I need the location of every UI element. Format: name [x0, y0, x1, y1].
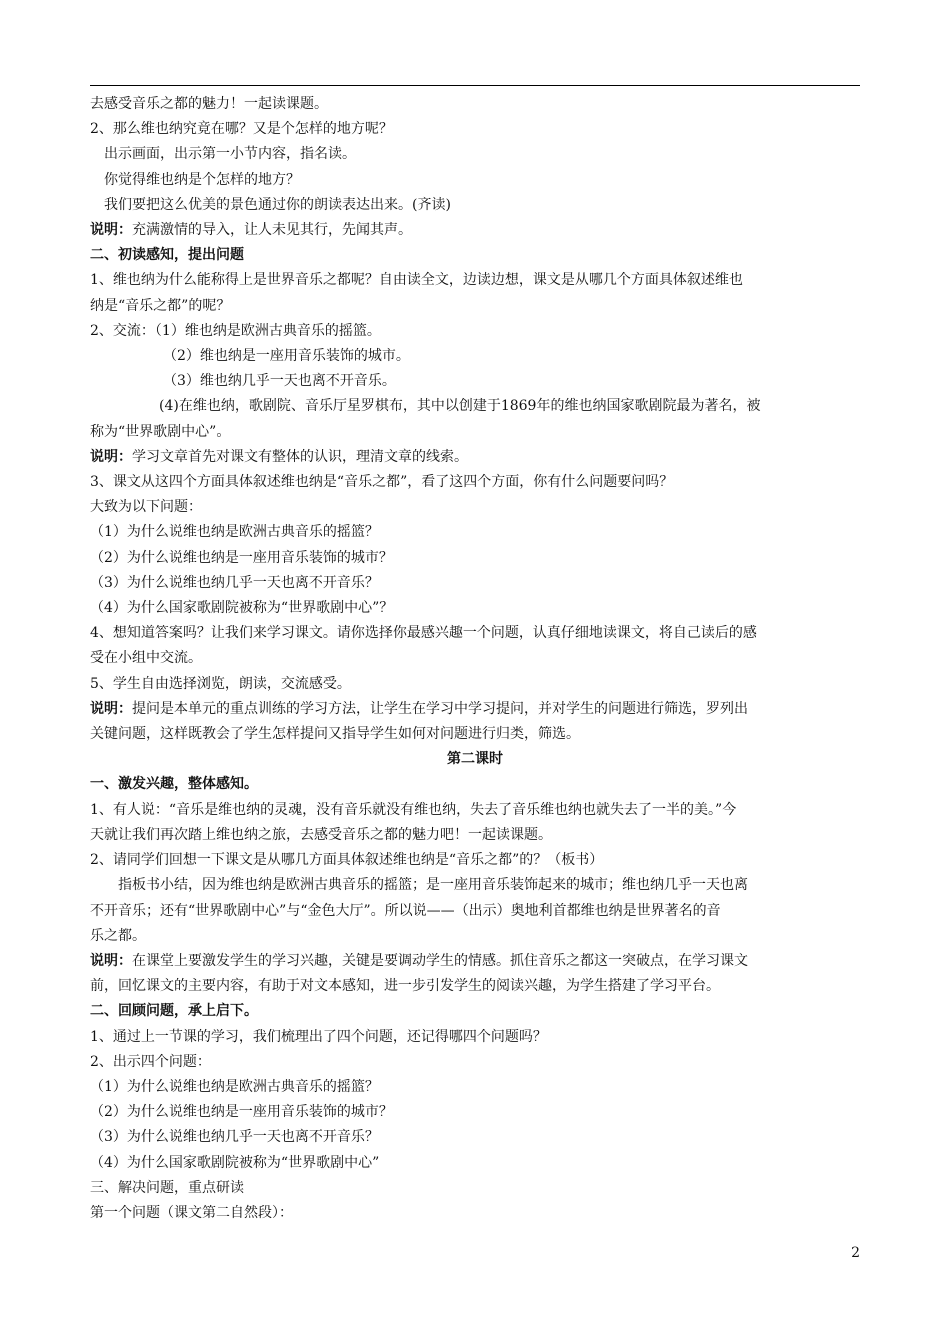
text-line [90, 1050, 860, 1075]
line-text: 充满激情的导入，让人未见其行，先闻其声。 [132, 222, 412, 239]
note-label: 说明： [90, 222, 132, 239]
text-line [90, 168, 860, 193]
text-line [90, 344, 860, 369]
line-text: 三、解决问题，重点研读 [90, 1179, 244, 1196]
section-heading [90, 747, 860, 772]
text-line [90, 520, 860, 545]
line-text: （3）为什么说维也纳几乎一天也离不开音乐？ [90, 1129, 379, 1146]
line-text: 乐之都。 [90, 927, 146, 944]
text-line [90, 1201, 860, 1226]
line-text: 大致为以下问题： [90, 499, 202, 516]
text-line [90, 369, 860, 394]
line-text: 二、回顾问题，承上启下。 [90, 1003, 258, 1020]
subsection-heading [90, 999, 860, 1024]
text-line [90, 394, 860, 419]
line-text: 第一个问题（课文第二自然段）： [90, 1204, 293, 1221]
line-text: 指板书小结，因为维也纳是欧洲古典音乐的摇篮；是一座用音乐装饰起来的城市；维也纳几乎一天也离 [118, 877, 748, 894]
note-label: 说明： [90, 952, 132, 969]
line-text: 第二课时 [447, 751, 503, 768]
note-label: 说明： [90, 700, 132, 717]
line-text: 纳是“音乐之都”的呢？ [90, 297, 231, 314]
line-text: （3）维也纳几乎一天也离不开音乐。 [163, 373, 396, 390]
line-text: 2、那么维也纳究竟在哪？又是个怎样的地方呢？ [90, 121, 393, 138]
text-line [90, 268, 860, 293]
subsection-heading [90, 772, 860, 797]
text-line [90, 621, 860, 646]
line-text: （3）为什么说维也纳几乎一天也离不开音乐？ [90, 574, 379, 591]
text-line [90, 823, 860, 848]
text-line [90, 899, 860, 924]
text-line [90, 1176, 860, 1201]
line-text: 受在小组中交流。 [90, 650, 202, 667]
text-line [90, 949, 860, 974]
text-line [90, 924, 860, 949]
line-text: 学习文章首先对课文有整体的认识，理清文章的线索。 [132, 448, 468, 465]
text-line [90, 596, 860, 621]
text-line [90, 546, 860, 571]
line-text: （1）为什么说维也纳是欧洲古典音乐的摇篮？ [90, 1078, 379, 1095]
line-text: 去感受音乐之都的魅力！一起读课题。 [90, 96, 328, 112]
document-body [90, 92, 860, 1226]
line-text: 在课堂上要激发学生的学习兴趣，关键是要调动学生的情感。抓住音乐之都这一突破点，在学习课文 [132, 952, 748, 969]
text-line [90, 470, 860, 495]
page-number: 2 [851, 1245, 860, 1261]
line-text: 1、通过上一节课的学习，我们梳理出了四个问题，还记得哪四个问题吗？ [90, 1028, 547, 1045]
text-line [90, 697, 860, 722]
line-text: （2）维也纳是一座用音乐装饰的城市。 [163, 348, 410, 365]
text-line [90, 495, 860, 520]
text-line [90, 1025, 860, 1050]
line-text: 天就让我们再次踏上维也纳之旅，去感受音乐之都的魅力吧！一起读课题。 [90, 826, 552, 843]
line-text: 提问是本单元的重点训练的学习方法，让学生在学习中学习提问，并对学生的问题进行筛选，罗列出 [132, 700, 748, 717]
text-line [90, 646, 860, 671]
line-text: 出示画面，出示第一小节内容，指名读。 [104, 146, 356, 163]
text-line [90, 445, 860, 470]
line-text: 称为“世界歌剧中心”。 [90, 423, 231, 440]
text-line [90, 142, 860, 167]
line-text: 2、请同学们回想一下课文是从哪几方面具体叙述维也纳是“音乐之都”的？（板书） [90, 852, 604, 869]
line-text: （1）为什么说维也纳是欧洲古典音乐的摇篮？ [90, 524, 379, 541]
line-text: 你觉得维也纳是个怎样的地方？ [104, 171, 300, 188]
text-line [90, 848, 860, 873]
text-line [90, 319, 860, 344]
text-line [90, 1125, 860, 1150]
line-text: 4、想知道答案吗？让我们来学习课文。请你选择你最感兴趣一个问题，认真仔细地读课文，将自己读后的感 [90, 625, 757, 642]
text-line [90, 117, 860, 142]
text-line [90, 1151, 860, 1176]
text-line [90, 193, 860, 218]
text-line [90, 571, 860, 596]
text-line [90, 1100, 860, 1125]
text-line [90, 873, 860, 898]
text-line [90, 672, 860, 697]
line-text: 我们要把这么优美的景色通过你的朗读表达出来。(齐读) [104, 196, 451, 213]
line-text: 2、交流：（1）维也纳是欧洲古典音乐的摇篮。 [90, 322, 381, 339]
line-text: 前，回忆课文的主要内容，有助于对文本感知，进一步引发学生的阅读兴趣，为学生搭建了学习平台。 [90, 978, 720, 995]
line-text: （4）为什么国家歌剧院被称为“世界歌剧中心”？ [90, 600, 394, 617]
line-text: 3、课文从这四个方面具体叙述维也纳是“音乐之都”，看了这四个方面，你有什么问题要问吗？ [90, 474, 674, 491]
line-text: 不开音乐；还有“世界歌剧中心”与“金色大厅”。所以说——（出示）奥地利首都维也纳是世界著名的音 [90, 902, 721, 919]
line-text: 1、维也纳为什么能称得上是世界音乐之都呢？自由读全文，边读边想，课文是从哪几个方面具体叙述维也 [90, 272, 743, 289]
line-text: 关键问题，这样既教会了学生怎样提问又指导学生如何对问题进行归类，筛选。 [90, 726, 580, 743]
text-line [90, 218, 860, 243]
line-text: 二、初读感知，提出问题 [90, 247, 244, 264]
text-line [90, 420, 860, 445]
text-line [90, 92, 860, 117]
text-line [90, 798, 860, 823]
text-line [90, 294, 860, 319]
line-text: 5、学生自由选择浏览，朗读，交流感受。 [90, 675, 351, 692]
line-text: 2、出示四个问题： [90, 1053, 211, 1070]
note-label: 说明： [90, 448, 132, 465]
line-text: （2）为什么说维也纳是一座用音乐装饰的城市？ [90, 1104, 393, 1121]
line-text: （2）为什么说维也纳是一座用音乐装饰的城市？ [90, 549, 393, 566]
subsection-heading [90, 243, 860, 268]
text-line [90, 722, 860, 747]
header-rule [90, 85, 860, 86]
line-text: (4)在维也纳，歌剧院、音乐厅星罗棋布，其中以创建于1869年的维也纳国家歌剧院最为著名，被 [159, 398, 761, 415]
text-line [90, 1075, 860, 1100]
line-text: 一、激发兴趣，整体感知。 [90, 776, 258, 793]
line-text: 1、有人说：“音乐是维也纳的灵魂，没有音乐就没有维也纳，失去了音乐维也纳也就失去了一半的美。”今 [90, 801, 737, 818]
line-text: （4）为什么国家歌剧院被称为“世界歌剧中心” [90, 1154, 380, 1171]
text-line [90, 974, 860, 999]
